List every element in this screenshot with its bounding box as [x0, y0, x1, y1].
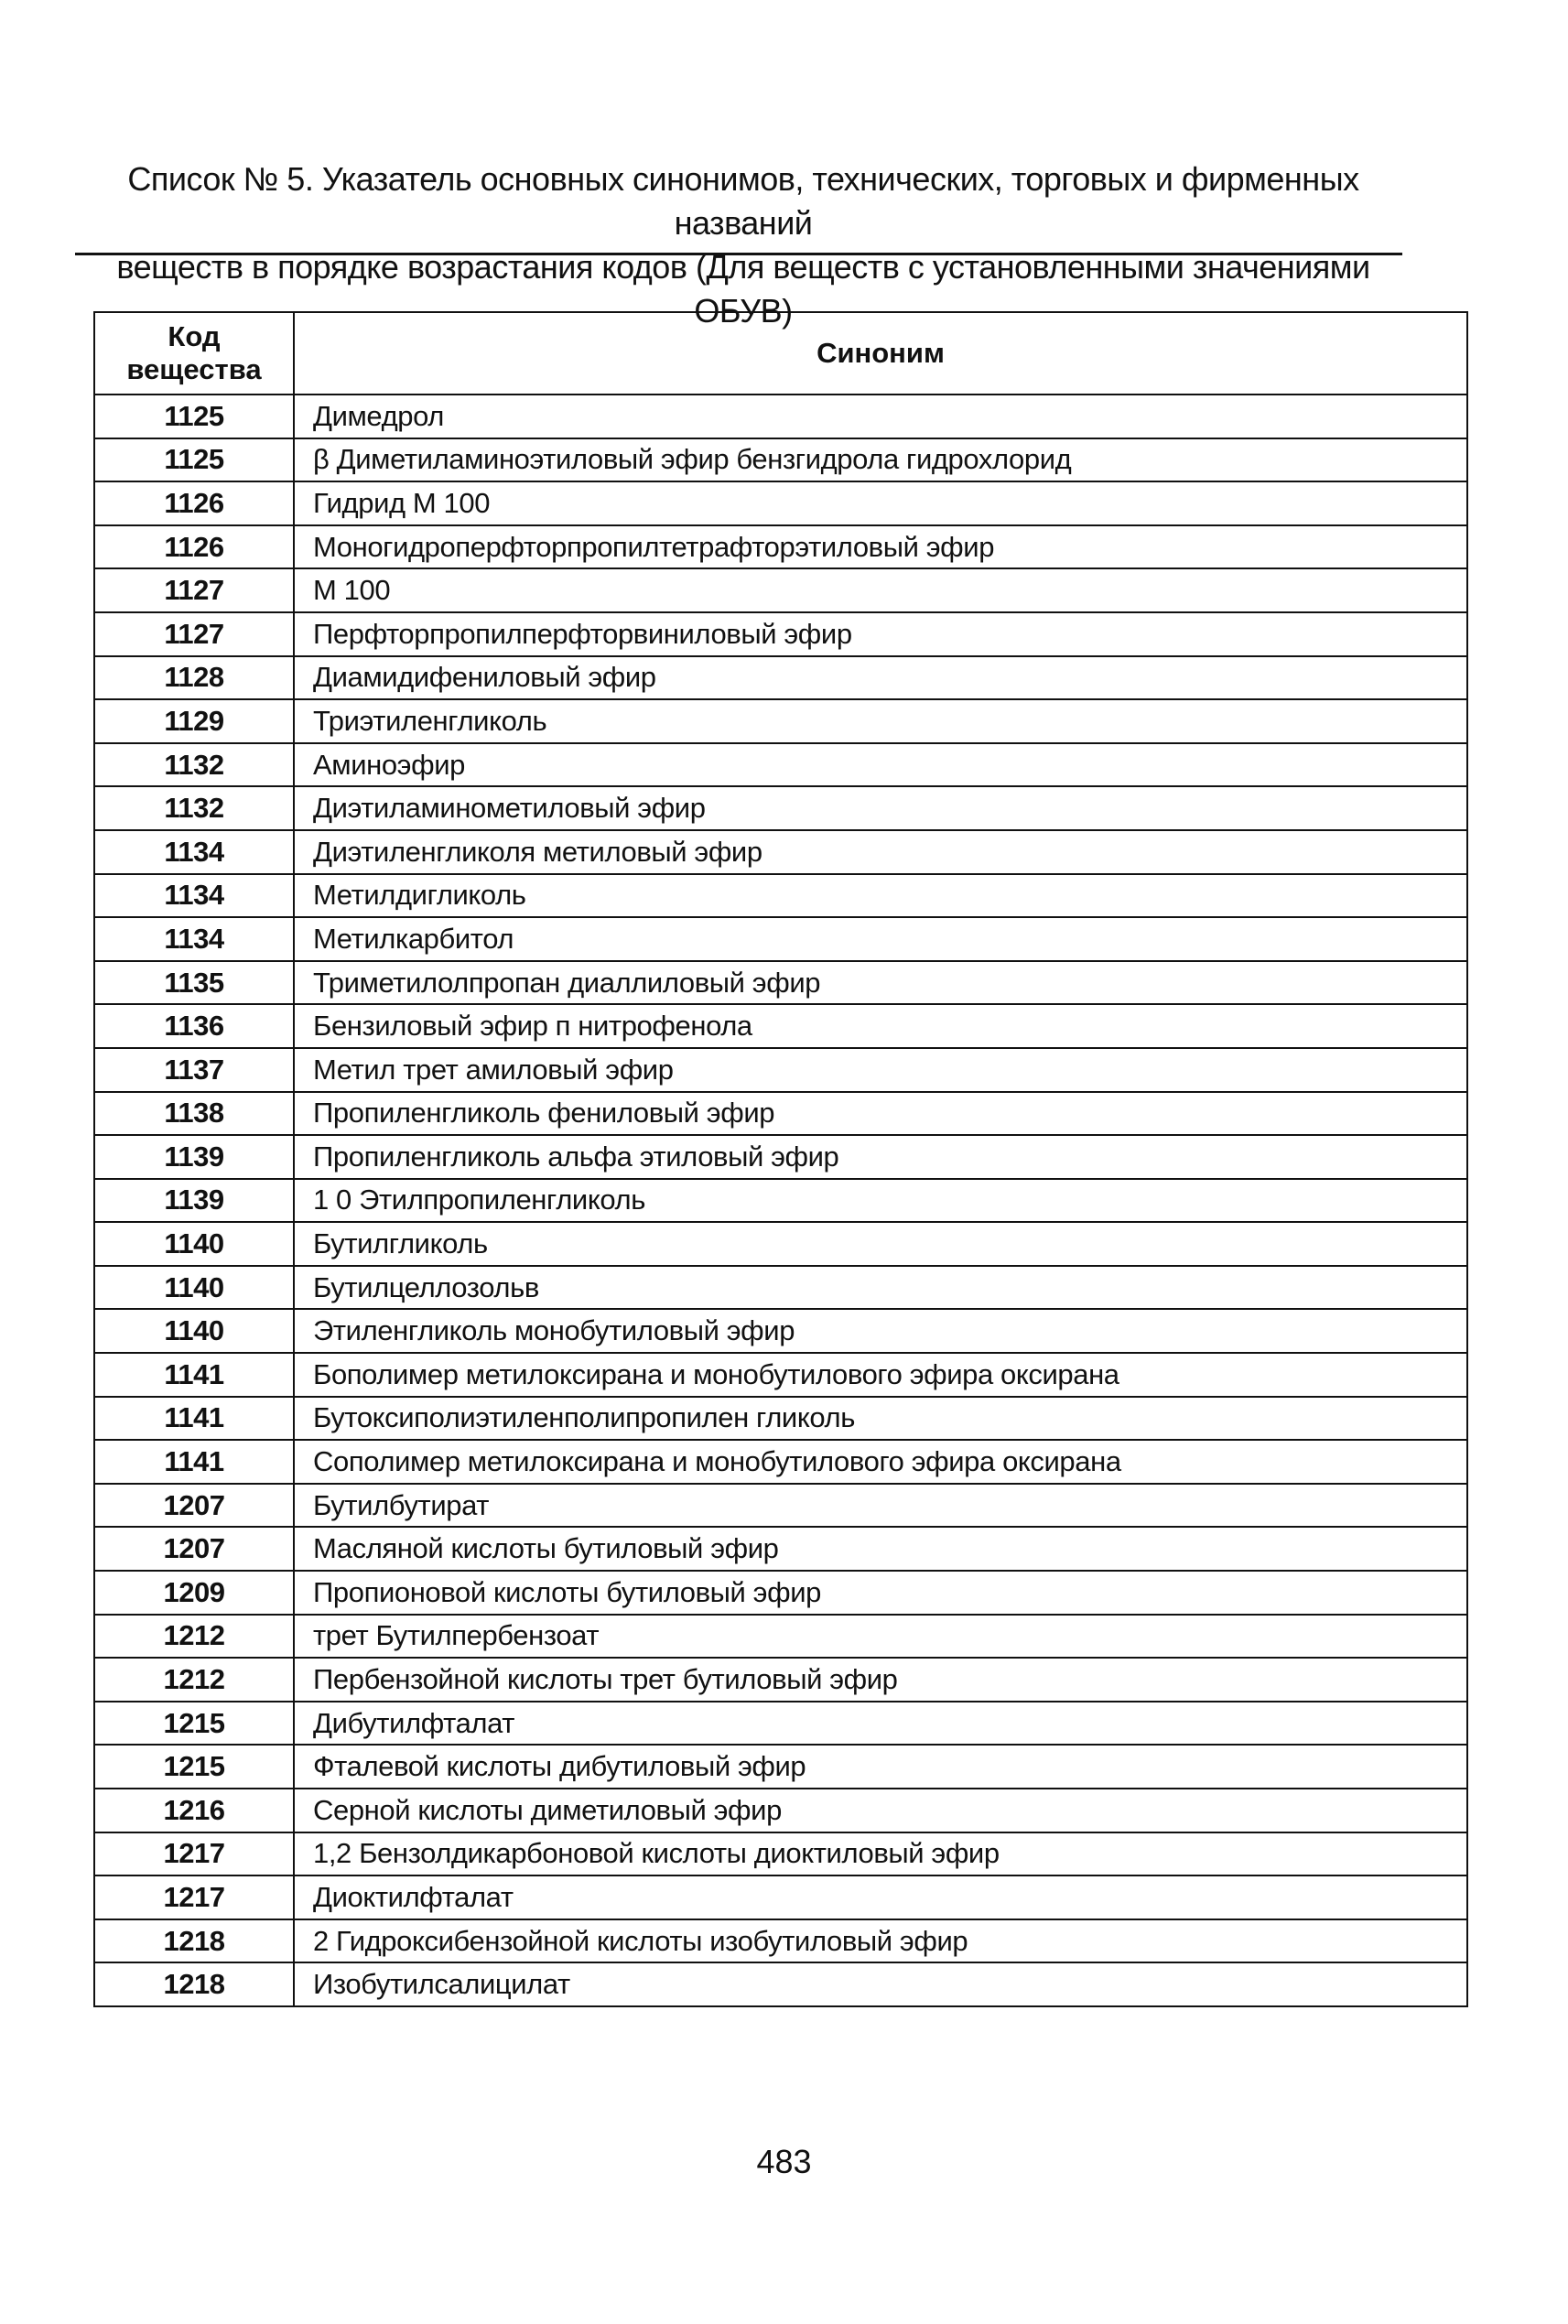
column-header-code-line-1: Код	[168, 320, 221, 352]
substance-code-cell: 1215	[94, 1702, 294, 1746]
synonym-cell: Триметилолпропан диаллиловый эфир	[294, 961, 1467, 1005]
table-row	[94, 1309, 1467, 1353]
table-row	[94, 525, 1467, 569]
table-row	[94, 1484, 1467, 1528]
substance-code-cell: 1140	[94, 1309, 294, 1353]
synonym-cell: Диэтиламинометиловый эфир	[294, 786, 1467, 830]
page-title-line-1: Список № 5. Указатель основных синонимов, технических, торговых и фирменных названий	[127, 160, 1359, 242]
table-row	[94, 743, 1467, 787]
substance-code-cell: 1128	[94, 656, 294, 700]
synonym-cell: М 100	[294, 568, 1467, 612]
substance-code-cell: 1137	[94, 1048, 294, 1092]
table-row	[94, 1745, 1467, 1789]
table-row	[94, 1266, 1467, 1310]
table-row	[94, 1527, 1467, 1571]
table-row	[94, 1919, 1467, 1963]
substance-code-cell: 1139	[94, 1179, 294, 1223]
synonym-cell: Аминоэфир	[294, 743, 1467, 787]
substance-code-cell: 1218	[94, 1962, 294, 2006]
substance-code-cell: 1134	[94, 830, 294, 874]
table-row	[94, 1440, 1467, 1484]
synonym-cell: Гидрид М 100	[294, 481, 1467, 525]
substance-code-cell: 1125	[94, 438, 294, 482]
substance-code-cell: 1218	[94, 1919, 294, 1963]
synonym-cell: Диамидифениловый эфир	[294, 656, 1467, 700]
synonym-cell: Масляной кислоты бутиловый эфир	[294, 1527, 1467, 1571]
substance-code-cell: 1212	[94, 1658, 294, 1702]
table-row	[94, 395, 1467, 438]
table-row	[94, 1875, 1467, 1919]
synonym-cell: Моногидроперфторпропилтетрафторэтиловый эфир	[294, 525, 1467, 569]
synonym-cell: Бутилцеллозольв	[294, 1266, 1467, 1310]
table-row	[94, 481, 1467, 525]
substance-code-cell: 1209	[94, 1571, 294, 1615]
substance-code-cell: 1126	[94, 525, 294, 569]
table-row	[94, 612, 1467, 656]
substance-code-cell: 1132	[94, 786, 294, 830]
title-underline	[75, 253, 1402, 255]
substance-code-cell: 1216	[94, 1789, 294, 1832]
substance-code-cell: 1140	[94, 1266, 294, 1310]
table-row	[94, 1397, 1467, 1441]
table-row	[94, 1571, 1467, 1615]
table-row	[94, 1832, 1467, 1876]
table-row	[94, 917, 1467, 961]
synonym-cell: Метилкарбитол	[294, 917, 1467, 961]
table-row	[94, 1962, 1467, 2006]
table-row	[94, 438, 1467, 482]
synonym-cell: Бензиловый эфир п нитрофенола	[294, 1004, 1467, 1048]
substance-code-cell: 1134	[94, 917, 294, 961]
synonym-cell: Димедрол	[294, 395, 1467, 438]
table-header-row	[94, 312, 1467, 395]
table-row	[94, 1222, 1467, 1266]
synonym-cell: Бутилгликоль	[294, 1222, 1467, 1266]
page-number: 483	[756, 2143, 812, 2180]
substance-code-cell: 1207	[94, 1484, 294, 1528]
synonym-cell: Перфторпропилперфторвиниловый эфир	[294, 612, 1467, 656]
table-row	[94, 1353, 1467, 1397]
table-row	[94, 1092, 1467, 1136]
synonym-cell: Этиленгликоль монобутиловый эфир	[294, 1309, 1467, 1353]
substance-code-cell: 1207	[94, 1527, 294, 1571]
substance-code-cell: 1215	[94, 1745, 294, 1789]
table-row	[94, 656, 1467, 700]
column-header-code	[94, 312, 294, 395]
synonym-cell: Триэтиленгликоль	[294, 699, 1467, 743]
table-row	[94, 961, 1467, 1005]
synonym-cell: Дибутилфталат	[294, 1702, 1467, 1746]
substance-code-cell: 1125	[94, 395, 294, 438]
page-title-line-2: веществ в порядке возрастания кодов (Для веществ с установленными значениями ОБУВ)	[116, 248, 1370, 330]
table-row	[94, 830, 1467, 874]
synonym-cell: Сополимер метилоксирана и монобутилового эфира оксирана	[294, 1440, 1467, 1484]
substance-code-cell: 1217	[94, 1875, 294, 1919]
table-row	[94, 1658, 1467, 1702]
table-row	[94, 1702, 1467, 1746]
table-body	[94, 395, 1467, 2006]
substance-code-cell: 1141	[94, 1397, 294, 1441]
synonym-cell: Бутилбутират	[294, 1484, 1467, 1528]
page-title	[75, 157, 1411, 333]
synonym-cell: Метилдигликоль	[294, 874, 1467, 918]
table-row	[94, 1615, 1467, 1659]
substance-code-cell: 1132	[94, 743, 294, 787]
synonym-cell: Пропионовой кислоты бутиловый эфир	[294, 1571, 1467, 1615]
substance-code-cell: 1212	[94, 1615, 294, 1659]
table-row	[94, 1789, 1467, 1832]
substance-code-cell: 1134	[94, 874, 294, 918]
table-row	[94, 1004, 1467, 1048]
synonym-cell: Пропиленгликоль альфа этиловый эфир	[294, 1135, 1467, 1179]
synonym-cell: Пропиленгликоль фениловый эфир	[294, 1092, 1467, 1136]
synonym-cell: 2 Гидроксибензойной кислоты изобутиловый эфир	[294, 1919, 1467, 1963]
synonym-cell: β Диметиламиноэтиловый эфир бензгидрола гидрохлорид	[294, 438, 1467, 482]
synonym-cell: Пербензойной кислоты трет бутиловый эфир	[294, 1658, 1467, 1702]
synonym-cell: Изобутилсалицилат	[294, 1962, 1467, 2006]
synonym-cell: 1 0 Этилпропиленгликоль	[294, 1179, 1467, 1223]
table-row	[94, 699, 1467, 743]
substance-code-cell: 1136	[94, 1004, 294, 1048]
table-row	[94, 1179, 1467, 1223]
synonym-cell: Диэтиленгликоля метиловый эфир	[294, 830, 1467, 874]
column-header-synonym: Синоним	[294, 312, 1467, 395]
synonym-cell: трет Бутилпербензоат	[294, 1615, 1467, 1659]
synonym-cell: Серной кислоты диметиловый эфир	[294, 1789, 1467, 1832]
table-row	[94, 568, 1467, 612]
substance-code-cell: 1127	[94, 568, 294, 612]
substance-code-cell: 1140	[94, 1222, 294, 1266]
synonym-cell: Метил трет амиловый эфир	[294, 1048, 1467, 1092]
substance-code-cell: 1138	[94, 1092, 294, 1136]
substance-code-cell: 1141	[94, 1440, 294, 1484]
substance-code-cell: 1129	[94, 699, 294, 743]
column-header-code-line-2: вещества	[126, 353, 262, 385]
substance-code-cell: 1126	[94, 481, 294, 525]
substance-code-cell: 1139	[94, 1135, 294, 1179]
substance-code-cell: 1135	[94, 961, 294, 1005]
substance-code-cell: 1217	[94, 1832, 294, 1876]
synonym-cell: Бополимер метилоксирана и монобутилового эфира оксирана	[294, 1353, 1467, 1397]
table-row	[94, 1135, 1467, 1179]
synonyms-table	[93, 311, 1468, 2007]
table-row	[94, 874, 1467, 918]
substance-code-cell: 1127	[94, 612, 294, 656]
synonym-cell: 1,2 Бензолдикарбоновой кислоты диоктиловый эфир	[294, 1832, 1467, 1876]
synonym-cell: Бутоксиполиэтиленполипропилен гликоль	[294, 1397, 1467, 1441]
substance-code-cell: 1141	[94, 1353, 294, 1397]
synonym-cell: Диоктилфталат	[294, 1875, 1467, 1919]
table-row	[94, 1048, 1467, 1092]
synonym-cell: Фталевой кислоты дибутиловый эфир	[294, 1745, 1467, 1789]
table-row	[94, 786, 1467, 830]
